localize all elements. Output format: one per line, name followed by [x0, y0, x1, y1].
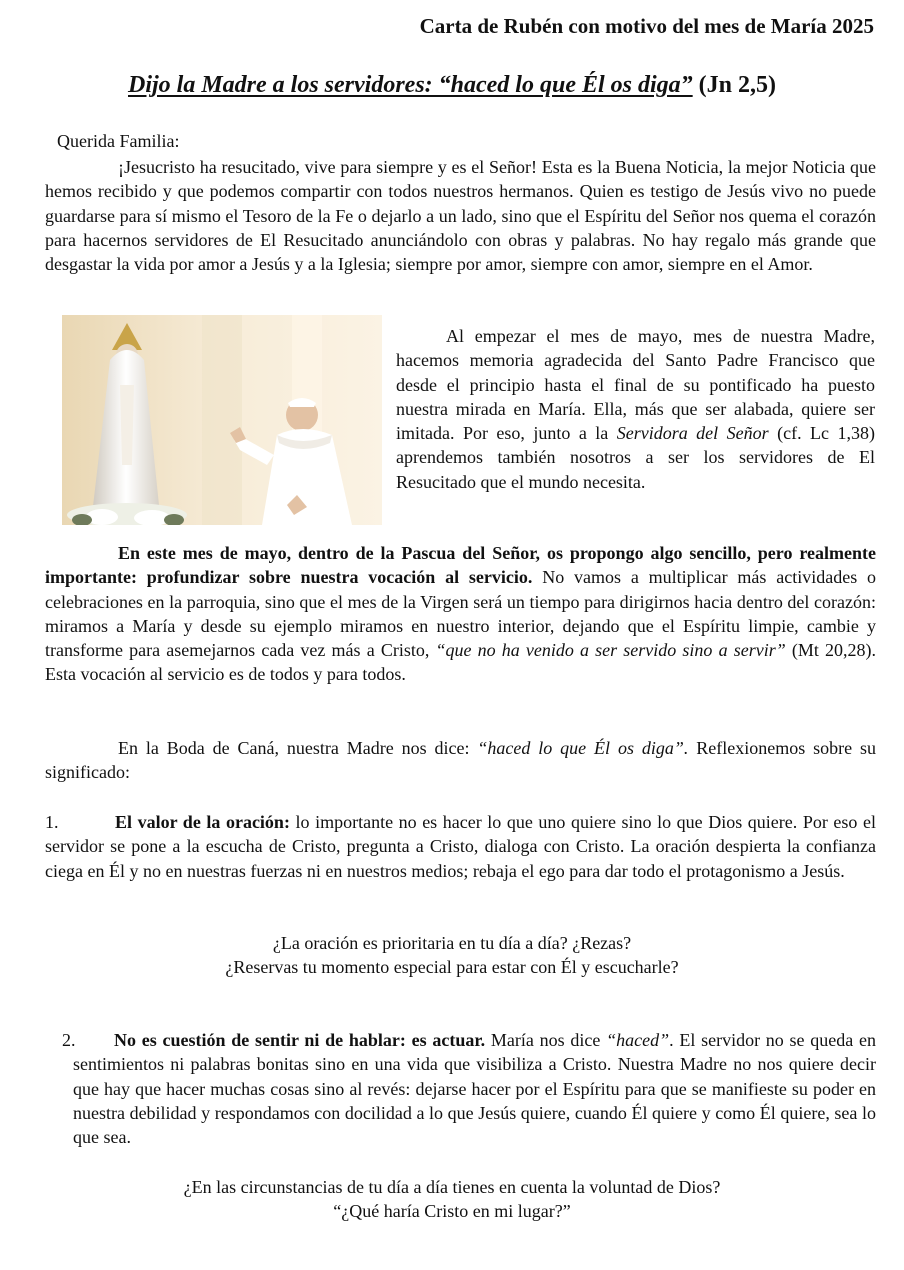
- paragraph-cana: [45, 736, 876, 785]
- point-2-text-end: . El servidor no se queda en sentimientos ni palabras bonitas sino en una vida que visibiliza a Cristo. Nuestra Madre no nos quiere decir que hay que hacer muchas cosas sino al revés: dejarse hacer por el Espíritu para que se manifieste su poder en nuestra debilidad y respondamos con docilidad a lo que Jesús quiere, cuando Él quiere y como Él quiere, sea lo que sea.: [73, 1030, 876, 1148]
- paragraph-may-text: Al empezar el mes de mayo, mes de nuestra Madre, hacemos memoria agradecida del Santo Padre Francisco que desde el principio hasta el final de su pontificado ha puesto nuestra mirada en María. Ella, más que ser alabada, quiere ser imitada. Por eso, junto a la: [396, 326, 875, 444]
- point-2-question-1: ¿En las circunstancias de tu día a día tienes en cuenta la voluntad de Dios?: [183, 1177, 721, 1197]
- point-1-questions: [0, 931, 904, 980]
- point-1: [45, 810, 876, 883]
- servidora-phrase: Servidora del Señor: [616, 423, 769, 444]
- point-2-question-2: “¿Qué haría Cristo en mi lugar?”: [333, 1201, 571, 1222]
- photo-virgin-and-pope: [62, 315, 382, 525]
- paragraph-intro: ¡Jesucristo ha resucitado, vive para siempre y es el Señor! Esta es la Buena Noticia, la mejor Noticia que hemos recibido y que podemos compartir con todos nuestros hermanos. Quien es testigo de Jesús vivo no puede guardarse para sí mismo el Tesoro de la Fe o dejarlo a un lado, sino que el Espíritu del Señor nos quema el corazón para hacernos servidores de El Resucitado anunciándolo con obras y palabras. No hay regalo más grande que desgastar la vida por amor a Jesús y a la Iglesia; siempre por amor, siempre con amor, siempre en el Amor.: [45, 157, 876, 275]
- vocation-text-end: (Mt 20,28). Esta vocación al servicio es de todos y para todos.: [45, 640, 876, 685]
- cana-text-end: Reflexionemos sobre su significado:: [45, 738, 876, 783]
- point-1-question-2: ¿Reservas tu momento especial para estar con Él y escucharle?: [225, 957, 679, 978]
- title-reference: (Jn 2,5): [698, 72, 776, 98]
- point-1-heading: El valor de la oración:: [115, 812, 290, 832]
- vocation-quote: “que no ha venido a ser servido sino a servir”: [435, 640, 786, 661]
- paragraph-may: [396, 324, 875, 494]
- vocation-highlight: En este mes de mayo, dentro de la Pascua del Señor, os propongo algo sencillo, pero realmente importante: profundizar sobre nuestra vocación al servicio.: [45, 543, 876, 588]
- point-1-number: 1.: [45, 812, 59, 832]
- point-2-text: María nos dice: [485, 1030, 607, 1050]
- point-2: [62, 1028, 876, 1149]
- letter-title: [0, 72, 904, 99]
- point-2-number: 2.: [62, 1030, 76, 1050]
- greeting: Querida Familia:: [57, 131, 180, 151]
- point-2-questions: [0, 1175, 904, 1224]
- point-1-text: lo importante no es hacer lo que uno quiere sino lo que Dios quiere. Por eso el servidor se pone a la escucha de Cristo, pregunta a Cristo, dialoga con Cristo. La oración despierta la confianza ciega en Él y no en nuestras fuerzas ni en nuestros medios; rebaja el ego para dar todo el protagonismo a Jesús.: [45, 812, 876, 881]
- paragraph-may-text-end: (cf. Lc 1,38) aprendemos también nosotros a ser los servidores de El Resucitado que el mundo necesita.: [396, 423, 875, 492]
- paragraph-vocation: [45, 541, 876, 687]
- point-2-quote: “haced”: [606, 1030, 670, 1050]
- vocation-text: No vamos a multiplicar más actividades o celebraciones en la parroquia, sino que el mes de la Virgen será un tiempo para dirigirnos hacia dentro del corazón: miramos a María y desde su ejemplo miramos en nuestro interior, dejando que el Espíritu limpie, cambie y transforme para asemejarnos cada vez más a Cristo,: [45, 567, 877, 661]
- letter-header: Carta de Rubén con motivo del mes de María 2025: [419, 14, 874, 38]
- point-2-heading: No es cuestión de sentir ni de hablar: es actuar.: [114, 1030, 486, 1050]
- cana-quote: “haced lo que Él os diga”.: [477, 738, 689, 758]
- title-quote: Dijo la Madre a los servidores: “haced lo que Él os diga”: [128, 72, 693, 98]
- cana-text: En la Boda de Caná, nuestra Madre nos dice:: [118, 738, 478, 758]
- point-1-question-1: ¿La oración es prioritaria en tu día a día? ¿Rezas?: [272, 933, 632, 953]
